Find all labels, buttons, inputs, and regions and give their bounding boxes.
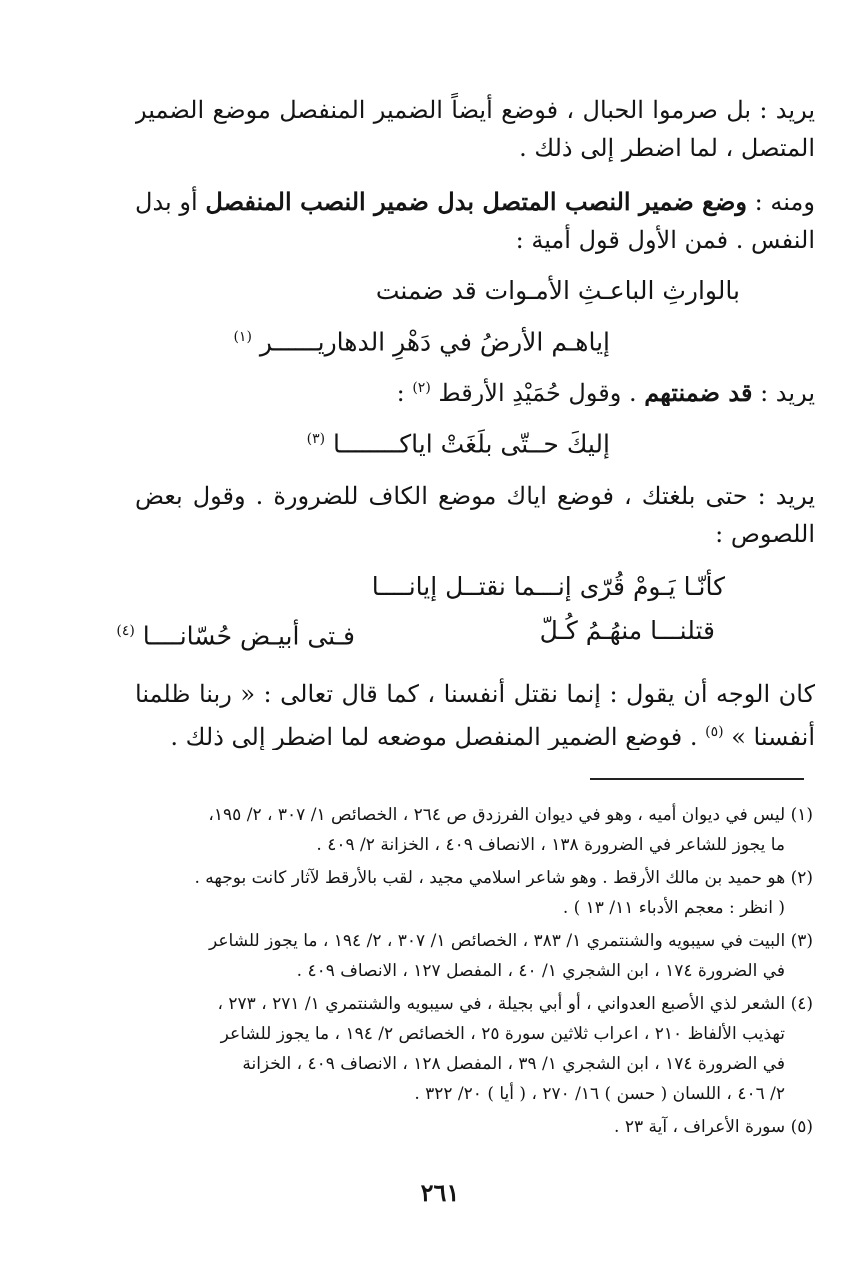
footnote-line: في الضرورة ١٧٤ ، ابن الشجري ١/ ٣٩ ، المفصل ١٢٨ ، الانصاف ٤٠٩ ، الخزانة [242, 1054, 785, 1074]
page-number: ٢٦١ [420, 1178, 460, 1207]
body-line: يريد : بل صرموا الحبال ، فوضع أيضاً الضمير المنفصل موضع الضمير [135, 96, 815, 124]
bold-heading-text: وضع ضمير النصب المتصل بدل ضمير النصب المنفصل [205, 187, 747, 216]
verse-line: قتلنـــا منهُـمُ كُـلّ [539, 616, 715, 645]
body-text: ومنه : [754, 188, 815, 216]
body-text: أو بدل [135, 188, 198, 216]
verse-text: إياهـم الأرضُ في دَهْرِ الدهاريــــــر [259, 327, 610, 357]
footnote-line: تهذيب الألفاظ ٢١٠ ، اعراب ثلاثين سورة ٢٥ ، الخصائص ٢/ ١٩٤ ، ما يجوز للشاعر [220, 1024, 785, 1044]
footnote-line: في الضرورة ١٧٤ ، ابن الشجري ١/ ٤٠ ، المفصل ١٢٧ ، الانصاف ٤٠٩ . [296, 961, 785, 981]
body-text: . فوضع الضمير المنفصل موضعه لما اضطر إلى ذلك . [170, 723, 698, 750]
bold-text: قد ضمنتهم [644, 378, 753, 406]
footnote-marker: (٢) [412, 380, 431, 396]
body-line: كان الوجه أن يقول : إنما نقتل أنفسنا ، كما قال تعالى : « ربنا ظلمنا [135, 680, 815, 708]
verse-text: فـتى أبيـض حُسّانــــا [142, 621, 355, 651]
body-text: . وقول حُمَيْدٍ الأرقط [438, 379, 637, 406]
footnote-marker: (٣) [306, 431, 326, 447]
verse-line [116, 612, 355, 650]
verse-text: إليكَ حــتّى بلَغَتْ اياكــــــــا [333, 429, 610, 459]
footnote-separator [590, 778, 804, 780]
footnote-line: ( انظر : معجم الأدباء ١١/ ١٣ ) . [562, 898, 785, 918]
footnote-line: (١) ليس في ديوان أميه ، وهو في ديوان الفرزدق ص ٢٦٤ ، الخصائص ١/ ٣٠٧ ، ٢/ ١٩٥، [208, 805, 813, 825]
body-line [135, 714, 815, 750]
body-line: المتصل ، لما اضطر إلى ذلك . [519, 134, 815, 162]
verse-line: كأنّـا يَـومْ قُرّى إنـــما نقتــل إيانــــا [371, 572, 725, 601]
body-line: النفس . فمن الأول قول أمية : [515, 226, 815, 254]
body-line: يريد : حتى بلغتك ، فوضع اياك موضع الكاف للضرورة . وقول بعض [135, 482, 815, 510]
footnote-line: (٥) سورة الأعراف ، آية ٢٣ . [614, 1117, 813, 1137]
footnote-marker: (١) [233, 329, 252, 345]
footnote-line: (٣) البيت في سيبويه والشنتمري ١/ ٣٨٣ ، الخصائص ١/ ٣٠٧ ، ٢/ ١٩٤ ، ما يجوز للشاعر [209, 931, 813, 951]
footnote-line: ٢/ ٤٠٦ ، اللسان ( حسن ) ١٦/ ٢٧٠ ، ( أيا ) ٢٠/ ٣٢٢ . [414, 1084, 785, 1104]
body-text: يريد : [760, 379, 815, 406]
body-line [135, 184, 815, 220]
verse-line: بالوارثِ الباعـثِ الأمـوات قد ضمنت [375, 276, 740, 305]
body-line [135, 370, 815, 406]
footnote-marker: (٥) [705, 724, 724, 740]
body-line: اللصوص : [715, 520, 815, 548]
footnote-line: (٢) هو حميد بن مالك الأرقط . وهو شاعر اسلامي مجيد ، لقب بالأرقط لآثار كانت بوجهه . [194, 868, 813, 888]
verse-line [307, 420, 610, 458]
footnote-marker: (٤) [116, 623, 135, 639]
footnote-line: ما يجوز للشاعر في الضرورة ١٣٨ ، الانصاف ٤٠٩ ، الخزانة ٢/ ٤٠٩ . [316, 835, 785, 855]
body-text: أنفسنا » [731, 723, 815, 750]
footnote-line: (٤) الشعر لذي الأصبع العدواني ، أو أبي بجيلة ، في سيبويه والشنتمري ١/ ٢٧١ ، ٢٧٣ ، [217, 994, 813, 1014]
body-text: : [396, 379, 405, 406]
verse-line [233, 318, 610, 356]
